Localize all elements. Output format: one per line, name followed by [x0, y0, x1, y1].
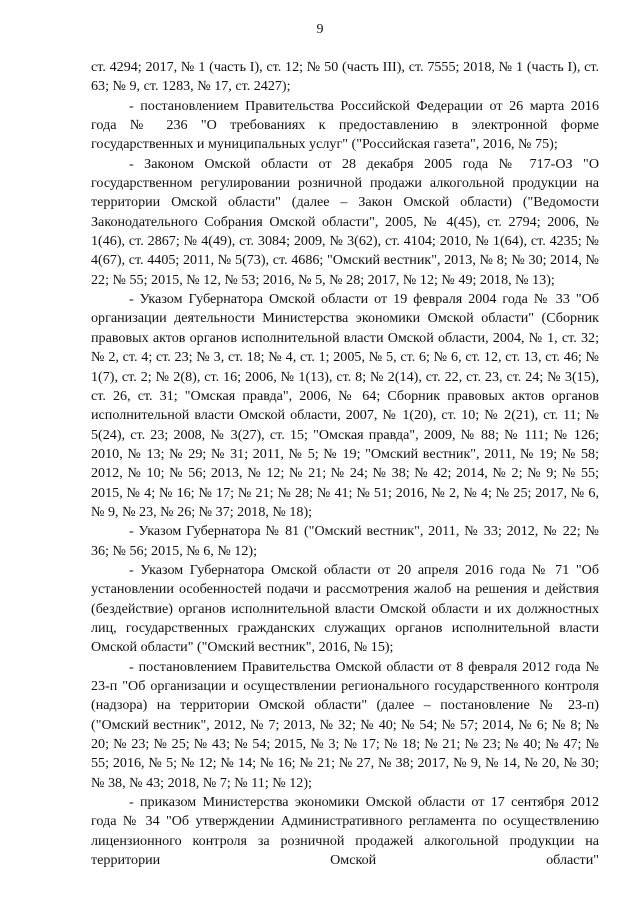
paragraph-governor-decree-81: - Указом Губернатора № 81 ("Омский вестник", 2011, № 33; 2012, № 22; № 36; № 56; 2015, № 6, № 12);: [91, 523, 599, 559]
paragraph-government-resolution-236: - постановлением Правительства Российской Федерации от 26 марта 2016 года № 236 "О требованиях к предоставлению в электронной форме государственных и муниципальных услуг" ("Российская газета", 2016, № 75);: [91, 97, 599, 153]
paragraph-resolution-23p: - постановлением Правительства Омской области от 8 февраля 2012 года № 23-п "Об организации и осуществлении регионального государственного контроля (надзора) на территории Омской области" (далее – постановление № 23-п) ("Омский вестник", 2012, № 7; 2013, № 32; № 40; № 54; № 57; 2014, № 6; № 8; № 20; № 23; № 25; № 43; № 54; 2015, № 3; № 17; № 18; № 21; № 23; № 40; № 47; № 55; 2016, № 5; № 12; № 14; № 16; № 21; № 27, № 38; 2017, № 9, № 14, № 20, № 30; № 38, № 43; 2018, № 7; № 11; № 12);: [91, 658, 599, 791]
paragraph-ministry-order-34: - приказом Министерства экономики Омской области от 17 сентября 2012 года № 34 "Об утверждении Административного регламента по осуществлению лицензионного контроля за розничной продажей алкогольной продукции на территории Омской области": [91, 794, 599, 869]
paragraph-omsk-law-717: - Законом Омской области от 28 декабря 2005 года № 717-ОЗ "О государственном регулировании розничной продажи алкогольной продукции на территории Омской области" (далее – Закон Омской области) ("Ведомости Законодательного Собрания Омской области", 2005, № 4(45), ст. 2794; 2006, № 1(46), ст. 2867; № 4(49), ст. 3084; 2009, № 3(62), ст. 4104; 2010, № 1(64), ст. 4235; № 4(67), ст. 4405; 2011, № 5(73), ст. 4686; "Омский вестник", 2013, № 8; № 30; 2014, № 22; № 55; 2015, № 12, № 53; 2016, № 5, № 28; 2017, № 12; № 49; 2018, № 13);: [91, 155, 599, 288]
page-number: 9: [316, 22, 324, 37]
paragraph-continuation: ст. 4294; 2017, № 1 (часть I), ст. 12; № 50 (часть III), ст. 7555; 2018, № 1 (часть I), ст. 63; № 9, ст. 1283, № 17, ст. 2427);: [91, 59, 599, 95]
paragraph-governor-decree-71: - Указом Губернатора Омской области от 20 апреля 2016 года № 71 "Об установлении особенностей подачи и рассмотрения жалоб на решения и действия (бездействие) органов исполнительной власти Омской области и их должностных лиц, государственных гражданских служащих органов исполнительной власти Омской области" ("Омский вестник", 2016, № 15);: [91, 561, 599, 656]
document-body: [91, 58, 599, 870]
paragraph-governor-decree-33: - Указом Губернатора Омской области от 19 февраля 2004 года № 33 "Об организации деятельности Министерства экономики Омской области" (Сборник правовых актов органов исполнительной власти Омской области, 2004, № 1, ст. 32; № 2, ст. 4; ст. 23; № 3, ст. 18; № 4, ст. 1; 2005, № 5, ст. 6; № 6, ст. 12, ст. 13, ст. 46; № 1(7), ст. 2; № 2(8), ст. 16; 2006, № 1(13), ст. 8; № 2(14), ст. 22, ст. 23, ст. 24; № 3(15), ст. 26, ст. 31; "Омская правда", 2006, № 64; Сборник правовых актов органов исполнительной власти Омской области, 2007, № 1(20), ст. 10; № 2(21), ст. 11; № 5(24), ст. 23; 2008, № 3(27), ст. 15; "Омская правда", 2009, № 88; № 111; № 126; 2010, № 13; № 29; № 31; 2011, № 5; № 19; "Омский вестник", 2011, № 19; № 58; 2012, № 10; № 56; 2013, № 12; № 21; № 24; № 38; № 42; 2014, № 2; № 9; № 55; 2015, № 4; № 16; № 17; № 21; № 28; № 41; № 51; 2016, № 2, № 4; № 25; 2017, № 6, № 9, № 23, № 26; № 37; 2018, № 18);: [91, 291, 599, 520]
